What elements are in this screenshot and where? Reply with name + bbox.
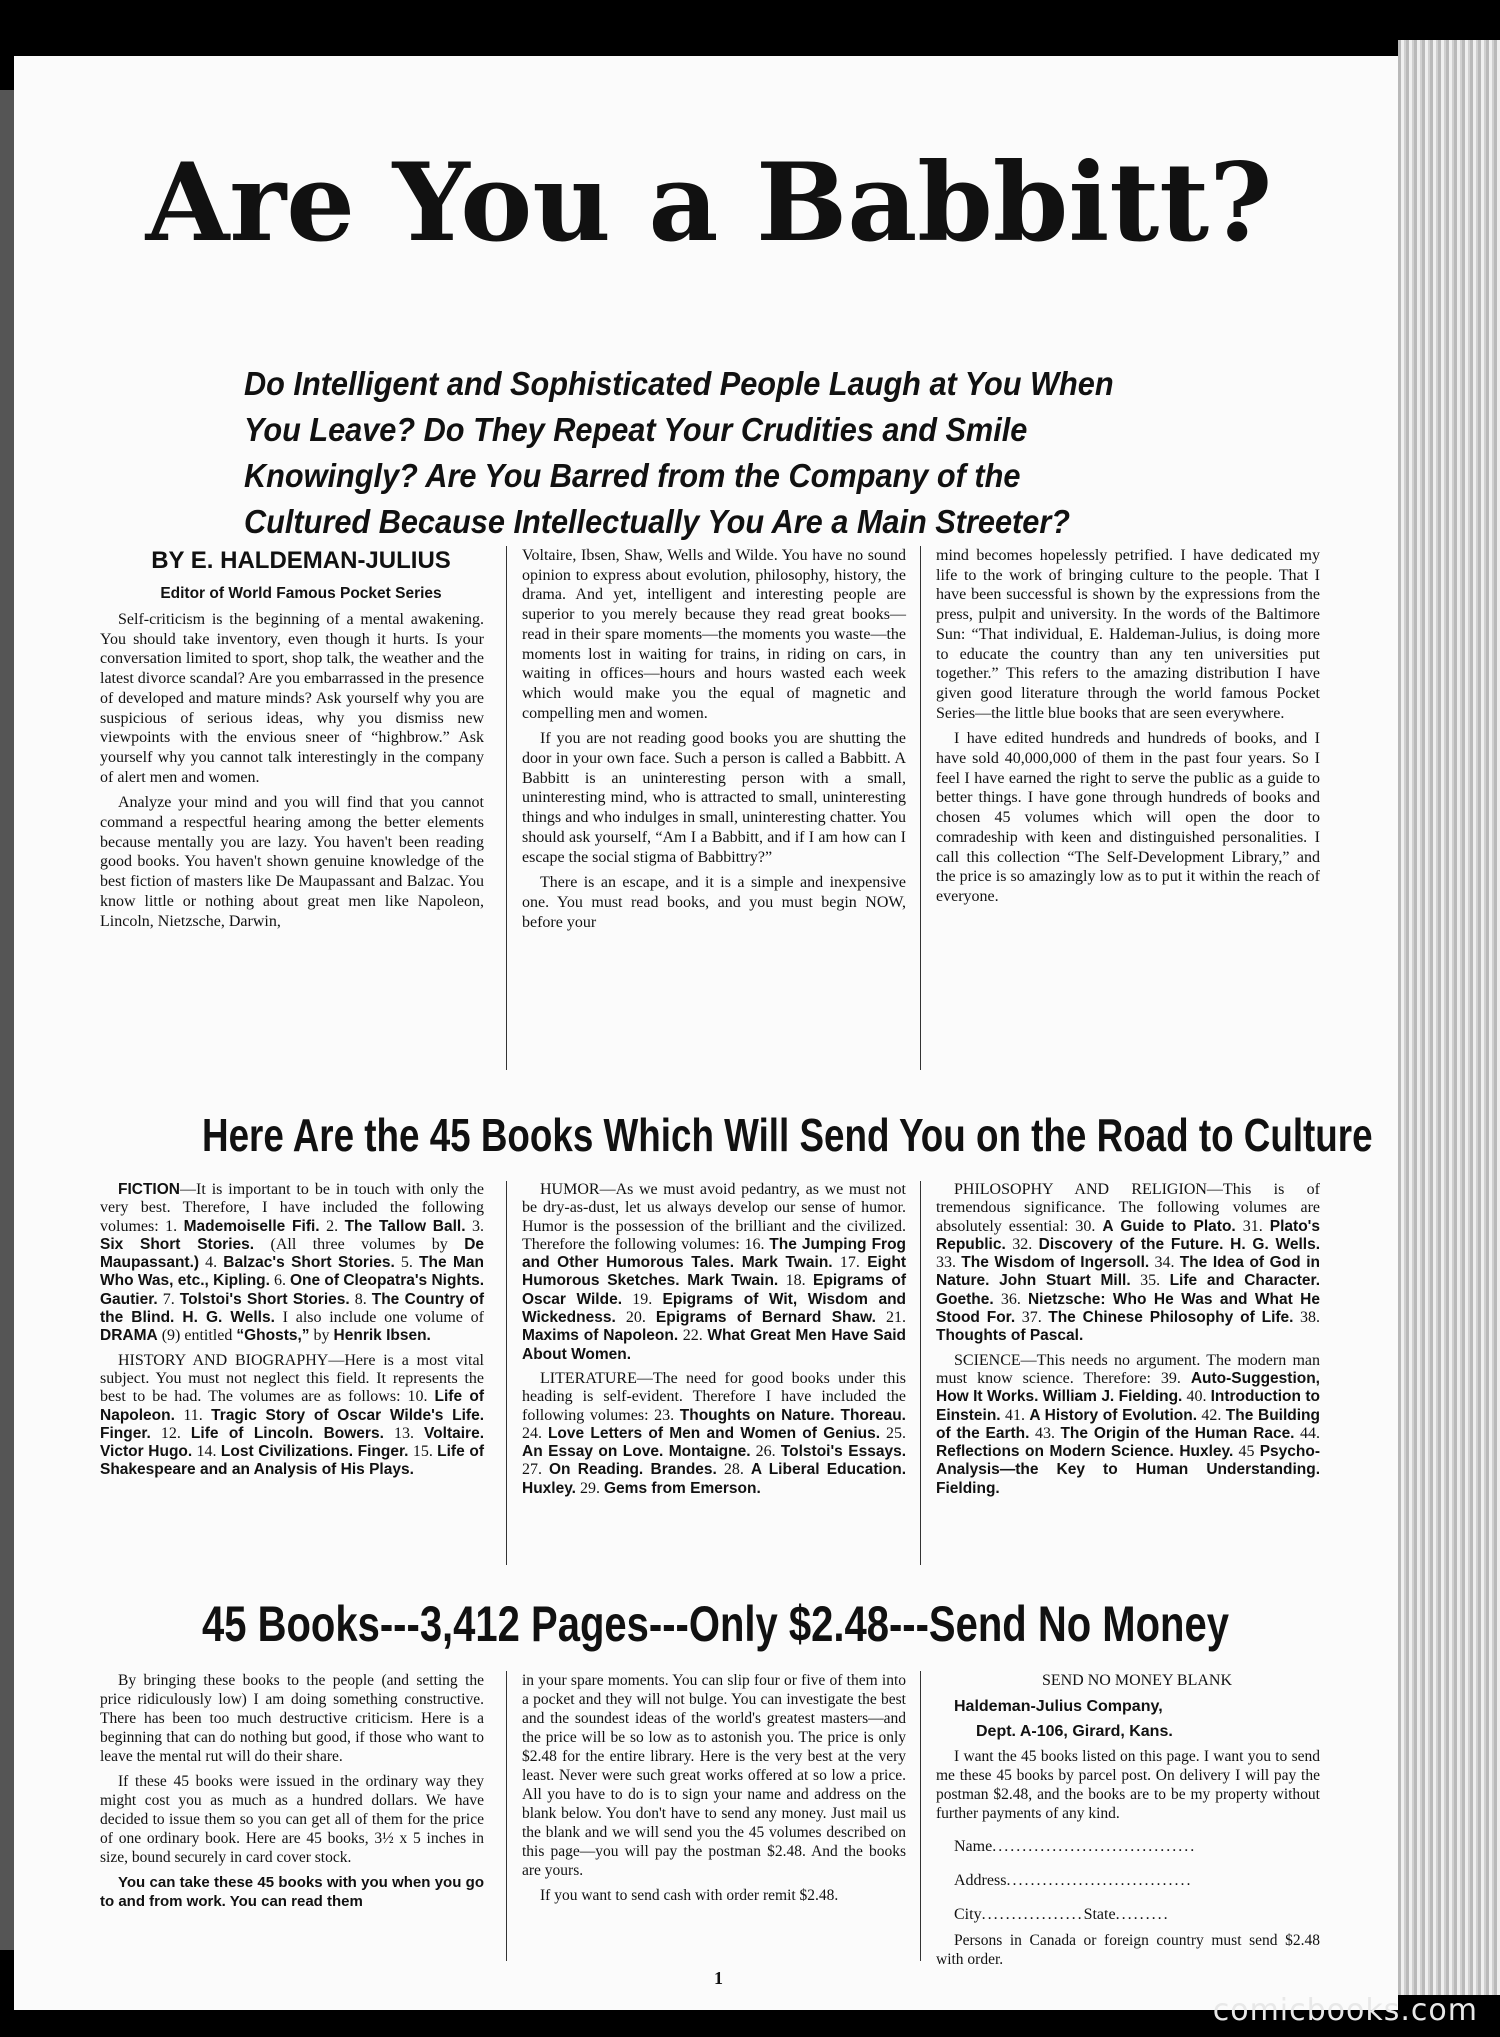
section-head: FICTION [118, 1181, 180, 1198]
column-rule [506, 1671, 507, 1961]
order-blank [936, 1671, 1320, 1969]
intro-column-2 [522, 546, 906, 932]
intro-paragraph: mind becomes hopelessly petrified. I have dedicated my life to the work of bringing culture to the people. That I have been successful is shown by the expressions from the press, pulpit and university. In the words of the Baltimore Sun: “That individual, E. Haldeman-Julius, is doing more to educate the country than any ten universities put together.” This refers to the amazing distribution I have given good literature through the world famous Pocket Series—the little blue books that are seen everywhere. [936, 547, 1320, 722]
company-name: Haldeman-Julius Company, [954, 1698, 1163, 1715]
offer-paragraph: By bringing these books to the people (and setting the price ridiculously low) I am doing something constructive. There has been too much destructive criticism. Here is a beginning that can do nothing but good, if those who want to leave the mental rut will do their share. [100, 1672, 484, 1765]
page-number: 1 [714, 1968, 723, 1988]
intro-paragraph: Analyze your mind and you will find that you cannot command a respectful hearing among the better elements because mentally you are lazy. You haven't been reading good books. You haven't shown genuine knowledge of the best fiction of masters like De Maupassant and Balzac. You know little or nothing about great men like Napoleon, Lincoln, Nietzsche, Darwin, [100, 794, 484, 930]
literature-section: LITERATURE—The need for good books under this heading is self-evident. Therefore I have included the following volumes: 23. Thoughts on Nature. Thoreau. 24. Love Letters of Men and Women of Genius. 25. An Essay on Love. Montaigne. 26. Tolstoi's Essays. 27. On Reading. Brandes. 28. A Liberal Education. Huxley. 29. Gems from Emerson. [522, 1369, 907, 1497]
humor-section: HUMOR—As we must avoid pedantry, as we must not be dry-as-dust, let us always develop our sense of humor. Humor is the possession of the brilliant and the civilized. Therefore the following volumes: 16. The Jumping Frog and Other Humorous Tales. Mark Twain. 17. Eight Humorous Sketches. Mark Twain. 18. Epigrams of Oscar Wilde. 19. Epigrams of Wit, Wisdom and Wickedness. 20. Epigrams of Bernard Shaw. 21. Maxims of Napoleon. 22. What Great Men Have Said About Women. [522, 1181, 907, 1363]
editor-line: Editor of World Famous Pocket Series [160, 585, 442, 602]
subheadline: Do Intelligent and Sophisticated People Laugh at You When You Leave? Do They Repeat Your Crudities and Smile Knowingly? Are You Barred from the Company of the Cultured Because Intellectually You Are a Main Streeter? [244, 365, 1114, 540]
headline: Are You a Babbitt? [145, 140, 1273, 266]
watermark: comicbooks.com [1212, 1993, 1478, 2028]
intro-column-1 [100, 546, 484, 931]
address-field[interactable]: Address............................... [954, 1872, 1193, 1889]
column-rule [920, 546, 921, 1070]
column-rule [506, 546, 507, 1070]
philosophy-section: PHILOSOPHY AND RELIGION—This is of tremendous significance. The following volumes are absolutely essential: 30. A Guide to Plato. 31. Plato's Republic. 32. Discovery of the Future. H. G. Wells. 33. The Wisdom of Ingersoll. 34. The Idea of God in Nature. John Stuart Mill. 35. Life and Character. Goethe. 36. Nietzsche: Who He Was and What He Stood For. 37. The Chinese Philosophy of Life. 38. Thoughts of Pascal. [936, 1181, 1321, 1345]
magazine-page [14, 56, 1398, 2010]
book-page-edges [1398, 40, 1500, 1995]
column-rule [920, 1181, 921, 1565]
company-address: Dept. A-106, Girard, Kans. [976, 1723, 1173, 1740]
column-rule [506, 1181, 507, 1565]
byline: BY E. HALDEMAN-JULIUS [151, 547, 451, 574]
order-blank-body: I want the 45 books listed on this page. I want you to send me these 45 books by parcel post. On delivery I will pay the postman $2.48, and the books are to be my property without further payments of any kind. [936, 1748, 1320, 1822]
name-field[interactable]: Name.................................. [954, 1838, 1197, 1855]
offer-paragraph: You can take these 45 books with you when you go to and from work. You can read them [100, 1874, 484, 1910]
left-page-edge [0, 90, 14, 1950]
fiction-section: FICTION—It is important to be in touch with only the very best. Therefore, I have included the following volumes: 1. Mademoiselle Fifi. 2. The Tallow Ball. 3. Six Short Stories. (All three volumes by De Maupassant.) 4. Balzac's Short Stories. 5. The Man Who Was, etc., Kipling. 6. One of Cleopatra's Nights. Gautier. 7. Tolstoi's Short Stories. 8. The Country of the Blind. H. G. Wells. I also include one volume of DRAMA (9) entitled “Ghosts,” by Henrik Ibsen. [100, 1181, 485, 1345]
offer-column-2 [522, 1671, 906, 1905]
intro-paragraph: I have edited hundreds and hundreds of books, and I have sold 40,000,000 of them in the past four years. So I feel I have earned the right to serve the public as a guide to better things. I have gone through hundreds of books and chosen 45 volumes which will open the door to comradeship with keen and distinguished personalities. I call this collection “The Self-Development Library,” and the price is so amazingly low as to put it within the reach of everyone. [936, 730, 1320, 905]
books-column-3 [936, 1181, 1320, 1498]
intro-paragraph: Self-criticism is the beginning of a mental awakening. You should take inventory, even though it hurts. Is your conversation limited to sport, shop talk, the weather and the latest divorce scandal? Are you embarrassed in the presence of developed and mature minds? Ask yourself why you are suspicious of serious ideas, why you dismiss new viewpoints with the envious sneer of “highbrow.” Ask yourself why you cannot talk interestingly in the company of alert men and women. [100, 611, 484, 786]
books-banner: Here Are the 45 Books Which Will Send You on the Road to Culture [202, 1109, 1373, 1161]
offer-paragraph: If these 45 books were issued in the ordinary way they might cost you as much as a hundred dollars. We have decided to issue them so you can get all of them for the price of one ordinary book. Here are 45 books, 3½ x 5 inches in size, bound securely in card cover stock. [100, 1773, 484, 1866]
city-state-field[interactable]: City.................State......... [954, 1906, 1170, 1923]
intro-paragraph: Voltaire, Ibsen, Shaw, Wells and Wilde. You have no sound opinion to express about evolution, philosophy, history, the drama. And yet, intelligent and interesting people are superior to you merely because they read great books—read in their spare moments—the moments you waste—the moments lost in waiting for trains, in riding on cars, in waiting in offices—hours and hours wasted each week which would make you the equal of magnetic and compelling men and women. [522, 547, 906, 722]
section-head: PHILOSOPHY AND RELIGION [954, 1181, 1207, 1198]
books-column-2 [522, 1181, 906, 1498]
section-head: LITERATURE [540, 1369, 637, 1387]
order-blank-title: SEND NO MONEY BLANK [1041, 1672, 1233, 1689]
offer-paragraph: If you want to send cash with order remit $2.48. [540, 1887, 839, 1904]
offer-banner: 45 Books---3,412 Pages---Only $2.48---Send No Money [202, 1596, 1229, 1652]
column-rule [920, 1671, 921, 1961]
section-head: HUMOR [540, 1181, 600, 1198]
section-head: HISTORY AND BIOGRAPHY [118, 1351, 329, 1369]
intro-column-3 [936, 546, 1320, 907]
intro-paragraph: There is an escape, and it is a simple and inexpensive one. You must read books, and you must begin NOW, before your [522, 874, 906, 931]
science-section: SCIENCE—This needs no argument. The modern man must know science. Therefore: 39. Auto-Suggestion, How It Works. William J. Fielding. 40. Introduction to Einstein. 41. A History of Evolution. 42. The Building of the Earth. 43. The Origin of the Human Race. 44. Reflections on Modern Science. Huxley. 45 Psycho-Analysis—the Key to Human Understanding. Fielding. [936, 1351, 1321, 1497]
intro-paragraph: If you are not reading good books you are shutting the door in your own face. Such a person is called a Babbitt. A Babbitt is an uninteresting person with a small, uninteresting mind, who is attracted to small, uninteresting things and who indulges in small, uninteresting chatter. You should ask yourself, “Am I a Babbitt, and if I am how can I escape the social stigma of Babbittry?” [522, 730, 906, 866]
books-column-1 [100, 1181, 484, 1480]
order-blank-footnote: Persons in Canada or foreign country must send $2.48 with order. [936, 1932, 1320, 1968]
offer-column-1 [100, 1671, 484, 1911]
offer-paragraph: in your spare moments. You can slip four or five of them into a pocket and they will not bulge. You can investigate the best and the soundest ideas of the world's greatest masters—and the price will be so low as to astonish you. The price is only $2.48 for the entire library. Here is the very best at the very least. Never were such great works offered at so low a price. All you have to do is to sign your name and address on the blank below. You don't have to send any money. Just mail us the blank and we will send you the 45 volumes described on this page—you will pay the postman $2.48. And the books are yours. [522, 1672, 906, 1879]
history-section: HISTORY AND BIOGRAPHY—Here is a most vital subject. You must not neglect this field. It represents the best to be had. The volumes are as follows: 10. Life of Napoleon. 11. Tragic Story of Oscar Wilde's Life. Finger. 12. Life of Lincoln. Bowers. 13. Voltaire. Victor Hugo. 14. Lost Civilizations. Finger. 15. Life of Shakespeare and an Analysis of His Plays. [100, 1351, 485, 1479]
section-head: SCIENCE [954, 1351, 1021, 1369]
